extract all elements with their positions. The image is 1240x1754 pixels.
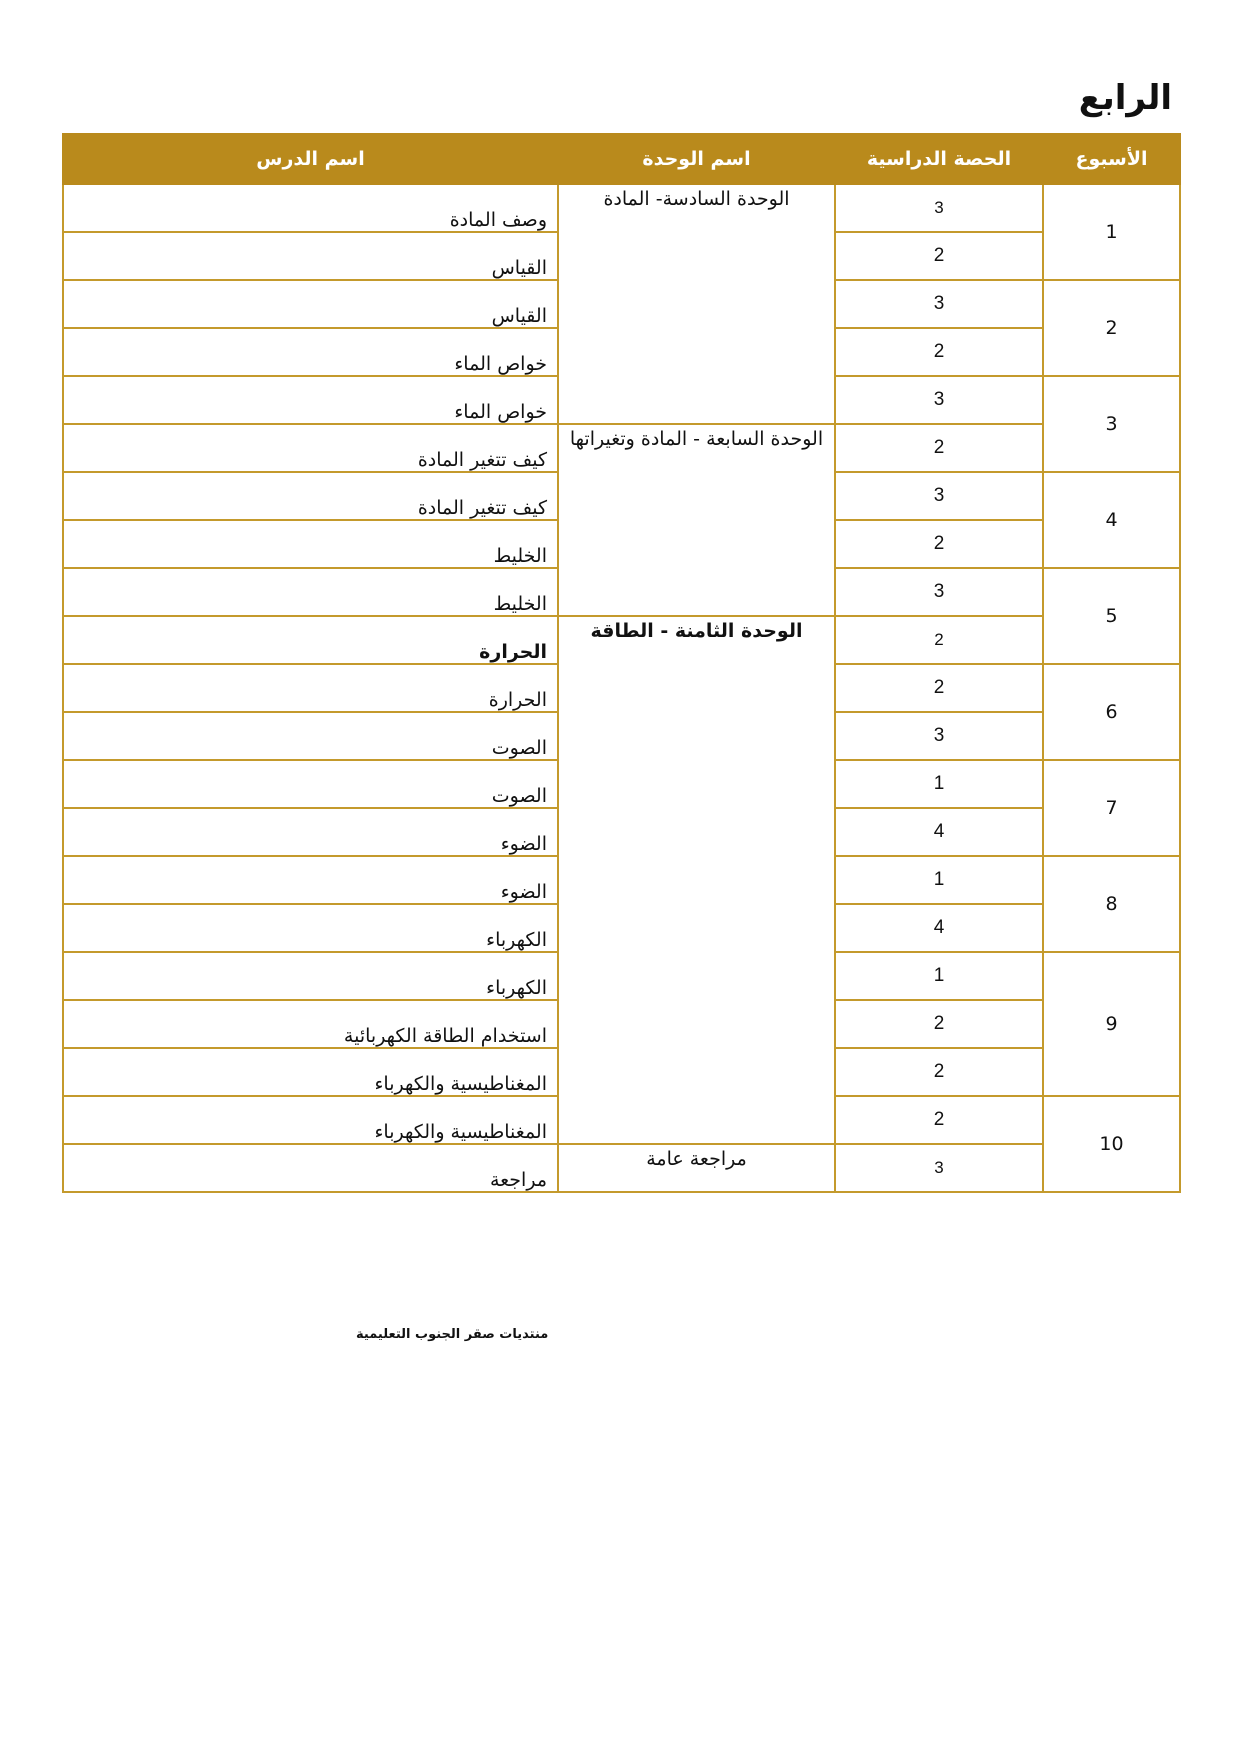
week-cell: 2: [1043, 280, 1180, 376]
week-cell: 3: [1043, 376, 1180, 472]
week-cell: 9: [1043, 952, 1180, 1096]
week-cell: 7: [1043, 760, 1180, 856]
unit-cell: الوحدة الثامنة - الطاقة: [558, 616, 835, 1144]
lesson-cell: الضوء: [63, 856, 558, 904]
lesson-cell: الصوت: [63, 712, 558, 760]
period-cell: 2: [835, 328, 1043, 376]
week-cell: 6: [1043, 664, 1180, 760]
lesson-cell: خواص الماء: [63, 328, 558, 376]
table-row: [63, 616, 1180, 664]
table-row: [63, 1144, 1180, 1192]
period-cell: 3: [835, 376, 1043, 424]
lesson-cell: القياس: [63, 232, 558, 280]
lesson-cell: وصف المادة: [63, 184, 558, 232]
period-cell: 2: [835, 616, 1043, 664]
period-cell: 3: [835, 280, 1043, 328]
lesson-cell: الحرارة: [63, 616, 558, 664]
week-cell: 1: [1043, 184, 1180, 280]
unit-cell: الوحدة السادسة- المادة: [558, 184, 835, 424]
lesson-cell: الصوت: [63, 760, 558, 808]
lesson-cell: الكهرباء: [63, 904, 558, 952]
lesson-cell: الحرارة: [63, 664, 558, 712]
period-cell: 3: [835, 568, 1043, 616]
period-cell: 2: [835, 664, 1043, 712]
period-cell: 2: [835, 1048, 1043, 1096]
period-cell: 3: [835, 712, 1043, 760]
period-cell: 1: [835, 760, 1043, 808]
lesson-cell: الضوء: [63, 808, 558, 856]
week-cell: 5: [1043, 568, 1180, 664]
lesson-cell: مراجعة: [63, 1144, 558, 1192]
lesson-cell: القياس: [63, 280, 558, 328]
lesson-cell: الكهرباء: [63, 952, 558, 1000]
period-cell: 2: [835, 1096, 1043, 1144]
unit-cell: الوحدة السابعة - المادة وتغيراتها: [558, 424, 835, 616]
period-cell: 2: [835, 232, 1043, 280]
period-cell: 3: [835, 1144, 1043, 1192]
header-period: الحصة الدراسية: [835, 134, 1043, 184]
header-lesson: اسم الدرس: [63, 134, 558, 184]
table-header-row: [63, 134, 1180, 184]
period-cell: 4: [835, 904, 1043, 952]
table-row: [63, 184, 1180, 232]
lesson-cell: الخليط: [63, 568, 558, 616]
lesson-cell: خواص الماء: [63, 376, 558, 424]
week-cell: 10: [1043, 1096, 1180, 1192]
lesson-cell: الخليط: [63, 520, 558, 568]
curriculum-table: [62, 133, 1181, 1193]
period-cell: 3: [835, 184, 1043, 232]
header-unit: اسم الوحدة: [558, 134, 835, 184]
lesson-cell: المغناطيسية والكهرباء: [63, 1096, 558, 1144]
week-cell: 4: [1043, 472, 1180, 568]
lesson-cell: كيف تتغير المادة: [63, 472, 558, 520]
period-cell: 2: [835, 424, 1043, 472]
unit-cell: مراجعة عامة: [558, 1144, 835, 1192]
table-row: [63, 424, 1180, 472]
period-cell: 2: [835, 1000, 1043, 1048]
footer-note: منتديات صقر الجنوب التعليمية: [356, 1327, 549, 1342]
period-cell: 1: [835, 856, 1043, 904]
period-cell: 4: [835, 808, 1043, 856]
period-cell: 2: [835, 520, 1043, 568]
header-week: الأسبوع: [1043, 134, 1180, 184]
lesson-cell: كيف تتغير المادة: [63, 424, 558, 472]
page-title: الرابع: [1078, 78, 1172, 118]
period-cell: 3: [835, 472, 1043, 520]
lesson-cell: استخدام الطاقة الكهربائية: [63, 1000, 558, 1048]
week-cell: 8: [1043, 856, 1180, 952]
period-cell: 1: [835, 952, 1043, 1000]
lesson-cell: المغناطيسية والكهرباء: [63, 1048, 558, 1096]
